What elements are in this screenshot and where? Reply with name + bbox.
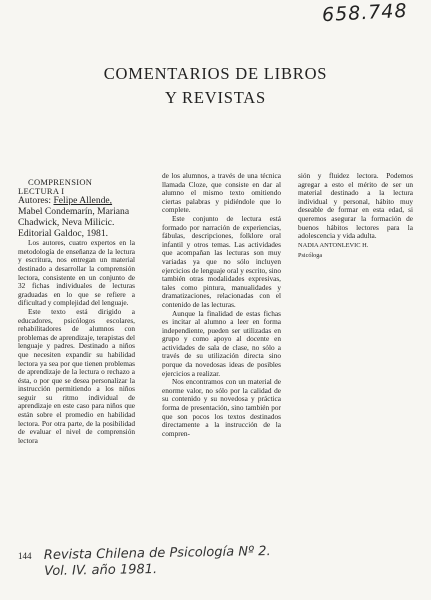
publisher: Editorial Galdoc, 1981. bbox=[18, 228, 109, 240]
review-column-2 bbox=[162, 172, 281, 438]
review-column-1 bbox=[18, 178, 135, 445]
authors-label: Autores: bbox=[18, 195, 52, 207]
review-authors bbox=[18, 195, 135, 239]
page-number: 144 bbox=[18, 551, 32, 561]
col2-paragraph: Nos encontramos con un material de enorme valor, no sólo por la calidad de su contenido y su novedosa y práctica forma de presentación, sino también por que son pocos los textos destinados directamente a la instrucción de la compren- bbox=[162, 377, 281, 438]
signature-name: NADIA ANTONLEVIC H. bbox=[298, 241, 369, 249]
review-signature bbox=[298, 241, 413, 261]
handwritten-catalog-number: 658.748 bbox=[321, 0, 409, 27]
handwritten-source-line1: Revista Chilena de Psicología Nº 2. bbox=[43, 544, 271, 563]
section-heading-line2: Y REVISTAS bbox=[165, 88, 266, 107]
col2-paragraph: Aunque la finalidad de estas fichas es incitar al alumno a leer en forma independiente, pueden ser utilizadas en grupo y como apoyo al docente en actividades de sala de clase, no sólo a través de su utilización directa sino porque da novedosas ideas de posibles ejercicios a realizar. bbox=[162, 308, 281, 378]
authors-rest: Mabel Condemarín, Mariana Chadwick, Neva Milicic. bbox=[18, 206, 130, 229]
authors-underlined: Felipe Allende, bbox=[53, 195, 113, 207]
col1-paragraph: Este texto está dirigido a educadores, psicólogos escolares, rehabilitadores de alumnos con problemas de aprendizaje, terapistas del lenguaje y padres. Destinado a niños que necesiten expandir su habilidad lectora ya sea por que tienen problemas de aprendizaje de la lectura o rechazo a ésta, o por que se desea personalizar la instrucción permitiendo a los niños seguir su ritmo individual de aprendizaje en este caso para niños que están sobre el promedio en habilidad lectora. Por otra parte, de la posibilidad de evaluar el nivel de comprensión lectora bbox=[18, 306, 135, 445]
handwritten-source-note bbox=[44, 544, 271, 580]
col1-paragraph: Los autores, cuatro expertos en la metodología de enseñanza de la lectura y escritura, nos entregan un material destinado a desarrollar la comprensión lectora, consistente en un conjunto de 32 fichas individuales de lecturas graduadas en lo que se refiere a dificultad y complejidad del lenguaje. bbox=[18, 238, 135, 308]
review-title: COMPRENSION LECTURA I bbox=[18, 177, 93, 196]
col3-paragraph: sión y fluidez lectora. Podemos agregar a esto el mérito de ser un material destinado a la lectura individual y personal, hábito muy deseable de formar en esta edad, si queremos asegurar la formación de buenos hábitos lectores para la adolescencia y vida adulta. bbox=[298, 171, 413, 241]
col2-paragraph: Este conjunto de lectura está formado por narración de experiencias, fábulas, descripciones, folklore oral infantil y otros temas. Las actividades que acompañan las lecturas son muy variadas ya que no sólo incluyen ejercicios de lenguaje oral y escrito, sino también otras modalidades expresivas, tales como pintura, manualidades y dramatizaciones, relacionadas con el contenido de las lecturas. bbox=[162, 213, 281, 309]
review-column-3 bbox=[298, 172, 413, 261]
signature-role: Psicóloga bbox=[298, 251, 323, 259]
col2-paragraph: de los alumnos, a través de una técnica llamada Cloze, que consiste en dar al alumno el mismo texto omitiendo ciertas palabras y pidiéndole que lo complete. bbox=[162, 171, 281, 215]
handwritten-source-line2: Vol. IV. año 1981. bbox=[44, 562, 158, 579]
section-heading-line1: COMENTARIOS DE LIBROS bbox=[103, 64, 328, 83]
